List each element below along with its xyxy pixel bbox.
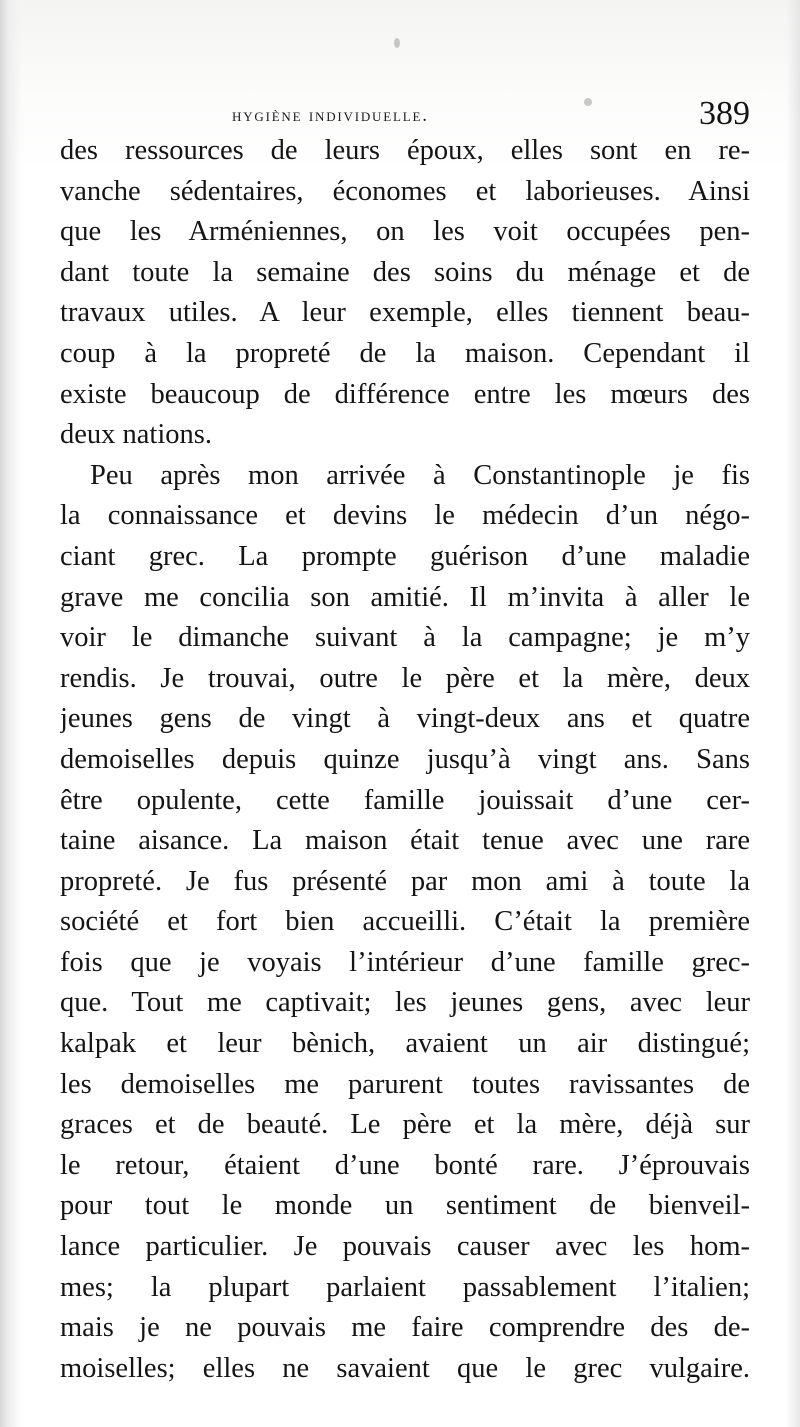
text-line: grave me concilia son amitié. Il m’invita à aller le (60, 581, 750, 613)
text-line: que. Tout me captivait; les jeunes gens, avec leur (60, 987, 750, 1019)
ink-speck (394, 38, 400, 48)
text-line: voir le dimanche suivant à la campagne; je m’y (60, 622, 750, 654)
page-number: 389 (699, 95, 750, 132)
paragraph-start-line: Peu après mon arrivée à Constantinople je fis (90, 459, 750, 491)
text-line: dant toute la semaine des soins du ménage et de (60, 256, 750, 288)
text-line: être opulente, cette famille jouissait d’une cer- (60, 784, 750, 816)
text-line: graces et de beauté. Le père et la mère, déjà sur (60, 1109, 750, 1141)
text-line: propreté. Je fus présenté par mon ami à toute la (60, 865, 750, 897)
binding-shadow (0, 0, 22, 1427)
text-line: la connaissance et devins le médecin d’un négo- (60, 500, 750, 532)
paragraph-end-line: deux nations. (60, 419, 212, 451)
text-line: mais je ne pouvais me faire comprendre des de- (60, 1312, 750, 1344)
page-edge-shadow (786, 0, 800, 1427)
text-line: moiselles; elles ne savaient que le grec vulgaire. (60, 1352, 750, 1384)
text-line: taine aisance. La maison était tenue avec une rare (60, 825, 750, 857)
text-line: rendis. Je trouvai, outre le père et la mère, deux (60, 662, 750, 694)
text-line: jeunes gens de vingt à vingt-deux ans et quatre (60, 703, 750, 735)
text-line: demoiselles depuis quinze jusqu’à vingt ans. Sans (60, 743, 750, 775)
text-line: des ressources de leurs époux, elles sont en re- (60, 135, 750, 166)
text-line: mes; la plupart parlaient passablement l’italien; (60, 1271, 750, 1303)
text-line: pour tout le monde un sentiment de bienveil- (60, 1190, 750, 1222)
text-line: le retour, étaient d’une bonté rare. J’éprouvais (60, 1149, 750, 1181)
text-line: fois que je voyais l’intérieur d’une famille grec- (60, 946, 750, 978)
text-line: travaux utiles. A leur exemple, elles tiennent beau- (60, 297, 750, 329)
body-text (60, 131, 750, 1389)
text-line: société et fort bien accueilli. C’était la première (60, 906, 750, 938)
running-head: hygiène individuelle. (232, 105, 429, 126)
text-line: les demoiselles me parurent toutes ravissantes de (60, 1068, 750, 1100)
text-line: coup à la propreté de la maison. Cependant il (60, 337, 750, 369)
text-line: kalpak et leur bènich, avaient un air distingué; (60, 1028, 750, 1060)
text-line: que les Arméniennes, on les voit occupées pen- (60, 216, 750, 248)
text-line: vanche sédentaires, économes et laborieuses. Ainsi (60, 175, 750, 207)
text-line: existe beaucoup de différence entre les mœurs des (60, 378, 750, 410)
text-line: ciant grec. La prompte guérison d’une maladie (60, 540, 750, 572)
text-line: lance particulier. Je pouvais causer avec les hom- (60, 1231, 750, 1263)
